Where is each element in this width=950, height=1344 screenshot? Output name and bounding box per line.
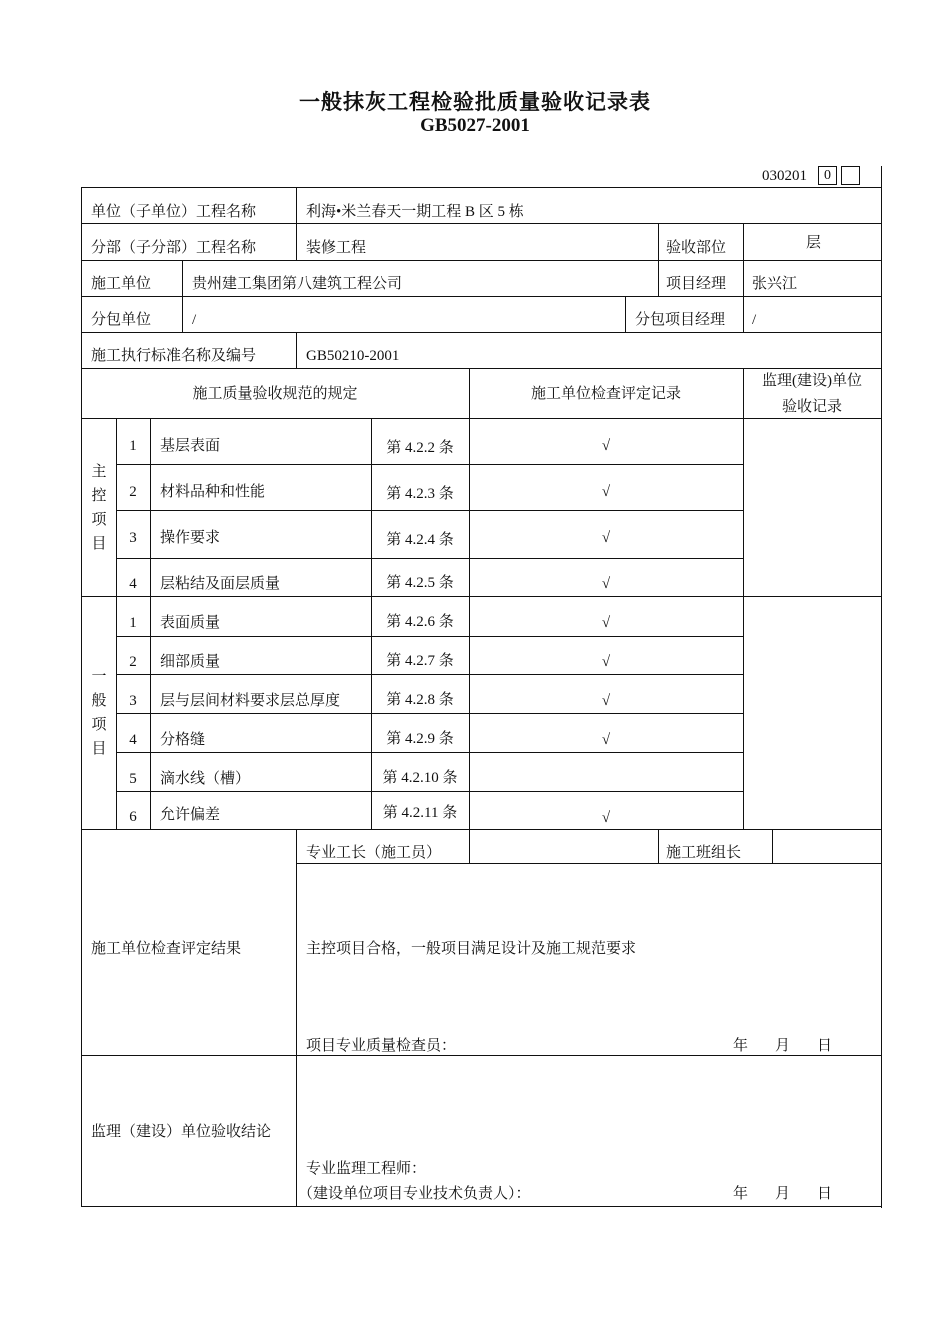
supervision-date-year: 年	[733, 1186, 749, 1202]
form-code: 030201	[762, 168, 807, 184]
form-subtitle: GB5027-2001	[420, 115, 530, 136]
standard-label: 施工执行标准名称及编号	[91, 348, 257, 364]
project-manager-label: 项目经理	[666, 276, 727, 292]
form-title: 一般抹灰工程检验批质量验收记录表	[299, 90, 651, 114]
form-code-box-1: 0	[818, 166, 837, 185]
engineer-label: 专业监理工程师：	[306, 1161, 427, 1177]
standard-value: GB50210-2001	[306, 348, 400, 364]
col-record-header: 施工单位检查评定记录	[530, 386, 681, 402]
inspector-date-day: 日	[817, 1038, 833, 1054]
team-leader-label: 施工班组长	[666, 845, 742, 861]
foreman-label: 专业工长（施工员）	[306, 845, 442, 861]
result-text: 主控项目合格，一般项目满足设计及施工规范要求	[306, 941, 637, 957]
result-label: 施工单位检查评定结果	[91, 941, 242, 957]
inspector-label: 项目专业质量检查员：	[306, 1038, 457, 1054]
sub-pm-value: /	[752, 312, 757, 328]
contractor-value: 贵州建工集团第八建筑工程公司	[192, 276, 403, 292]
project-manager-value: 张兴江	[752, 276, 798, 292]
subcontractor-label: 分包单位	[91, 312, 152, 328]
general-group-label: 一 般 项 目	[91, 669, 107, 757]
acceptance-part-value: 层	[806, 235, 822, 251]
subcontractor-value: /	[192, 312, 197, 328]
main-group-label: 主 控 项 目	[91, 464, 107, 552]
supervision-date-month: 月	[775, 1186, 791, 1202]
unit-value: 利海•米兰春天一期工程 B 区 5 栋	[306, 204, 524, 220]
owner-label: （建设单位项目专业技术负责人）：	[298, 1186, 531, 1202]
sub-project-label: 分部（子分部）工程名称	[91, 240, 257, 256]
contractor-label: 施工单位	[91, 276, 152, 292]
acceptance-part-label: 验收部位	[666, 240, 727, 256]
supervision-date-day: 日	[817, 1186, 833, 1202]
col-supervision-header-1: 监理(建设)单位	[762, 373, 862, 389]
form-code-box-2	[841, 166, 860, 185]
unit-label: 单位（子单位）工程名称	[91, 204, 257, 220]
supervision-label: 监理（建设）单位验收结论	[91, 1124, 272, 1140]
col-supervision-header-2: 验收记录	[781, 399, 842, 415]
inspector-date-month: 月	[775, 1038, 791, 1054]
sub-pm-label: 分包项目经理	[635, 312, 726, 328]
sub-project-value: 装修工程	[306, 240, 367, 256]
inspector-date-year: 年	[733, 1038, 749, 1054]
col-spec-header: 施工质量验收规范的规定	[192, 386, 358, 402]
